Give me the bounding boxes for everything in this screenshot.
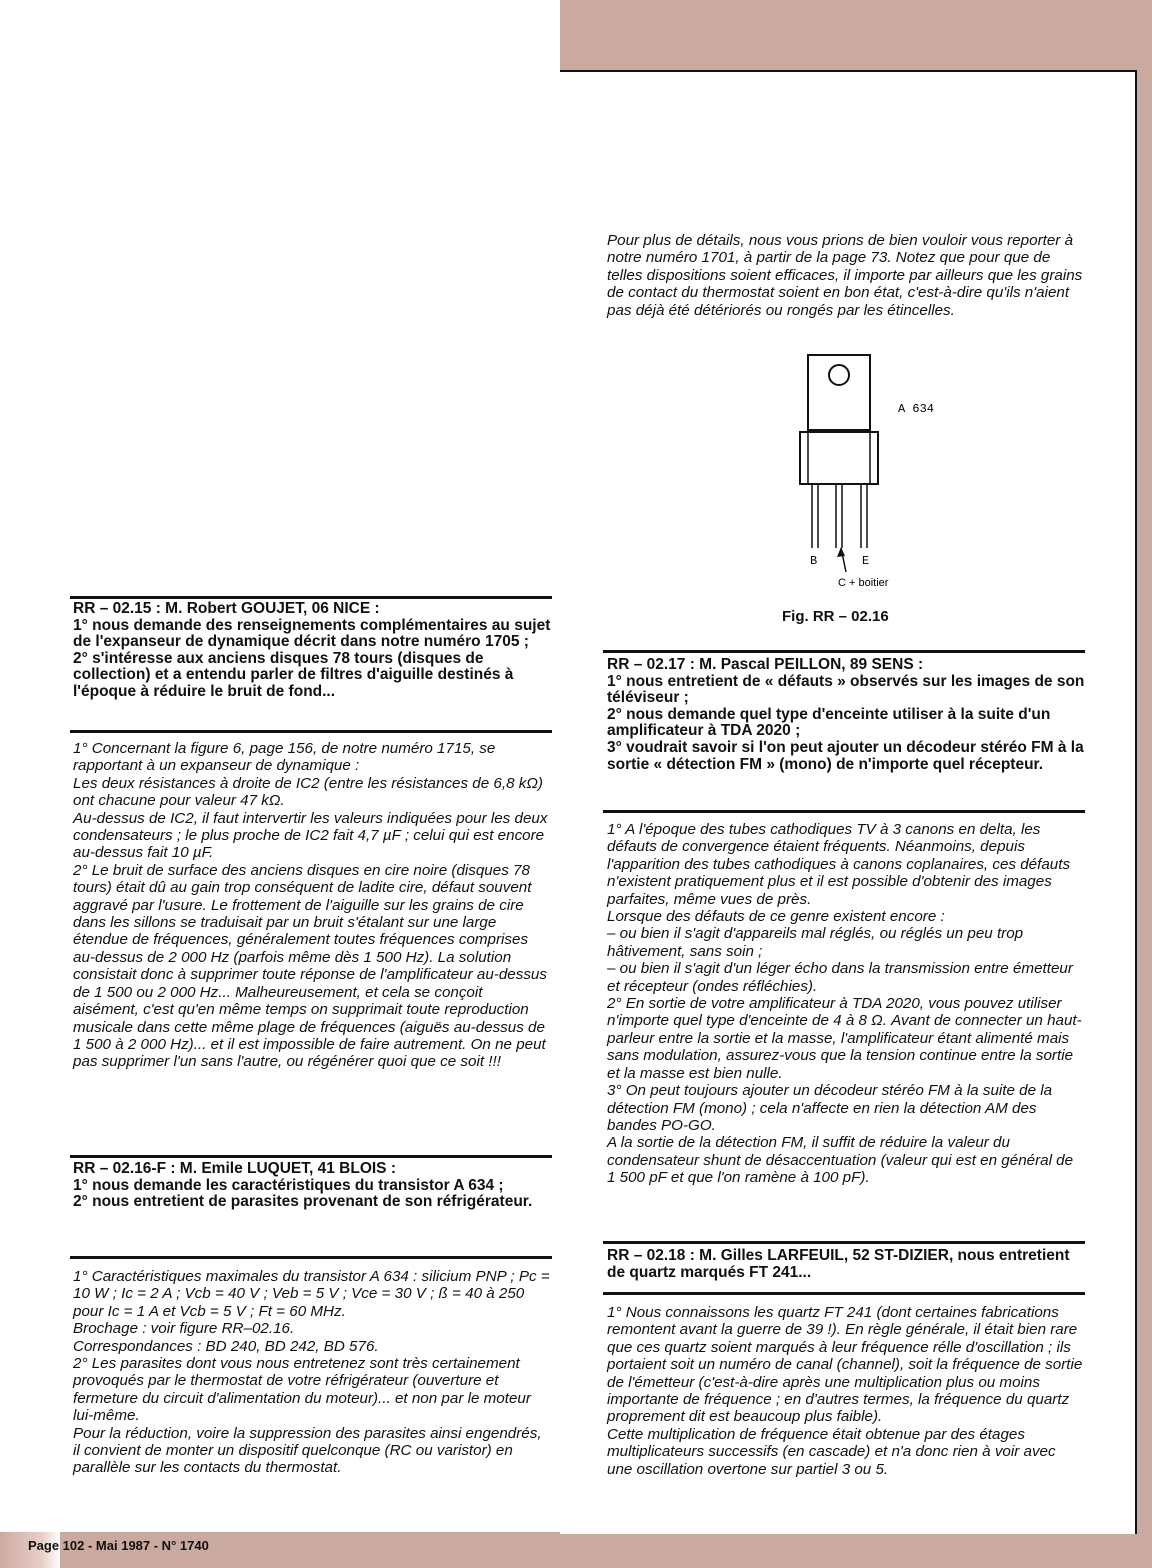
rr0217-a6: 3° On peut toujours ajouter un décodeur stéréo FM à la suite de la détection FM (mono) ; cela n'affecte en rien la détection AM des bandes PO-GO. <box>607 1082 1053 1134</box>
rr0215-a4: 2° Le bruit de surface des anciens disques en cire noire (disques 78 tours) était dû au gain trop conséquent de ladite cire, défaut souvent aggravé par l'usure. Le frottement de l'aiguille sur les grains de cire dans les sillons se traduisait par un bruit s'étalant sur une large étendue de fréquences, généralement toutes fréquences comprises au-dessus de 2 000 Hz (parfois même dès 1 500 Hz). La solution consistait donc à supprimer toute réponse de l'amplificateur au-dessus de 1 500 ou 2 000 Hz... Malheureusement, et cela se conçoit aisément, c'est qu'en même temps on supprimait toute reproduction musicale dans cette même plage de fréquences (aiguës au-dessus de 1 500 à 2 000 Hz)... et il est impossible de faire autrement. On ne peut pas supprimer l'un sans l'autre, ou régénérer quoi que ce soit !!! <box>73 861 547 1071</box>
pin-c-label: C + boitier <box>838 577 889 589</box>
pin-e-label: E <box>862 554 870 568</box>
rr0217-header: RR – 02.17 : M. Pascal PEILLON, 89 SENS : <box>607 656 924 673</box>
rr0217-q1: 1° nous entretient de « défauts » observés sur les images de son téléviseur ; <box>607 672 1085 707</box>
rr0218-question <box>607 1248 1085 1281</box>
rr0216-header: RR – 02.16-F : M. Emile LUQUET, 41 BLOIS : <box>73 1160 396 1177</box>
rr0215-q1: 1° nous demande des renseignements complémentaires au sujet de l'expanseur de dynamique décrit dans notre numéro 1705 ; <box>73 616 551 651</box>
rr0218-a1: 1° Nous connaissons les quartz FT 241 (dont certaines fabrications remontent avant la guerre de 39 !). En règle générale, il était bien rare que ces quartz soient marqués à leur fréquence rélle d'oscillation ; ils portaient soit un numéro de canal (channel), soit la fréquence de sortie de l'émetteur (c'est-à-dire après une multiplication plus ou moins importante de fréquence ; en d'autres termes, la fréquence du quartz proprement dit est beaucoup plus faible). <box>607 1304 1083 1426</box>
divider <box>70 730 552 733</box>
rr0215-a1: 1° Concernant la figure 6, page 156, de notre numéro 1715, se rapportant à un expanseur de dynamique : <box>73 740 496 775</box>
transistor-body <box>800 432 878 484</box>
rr0218-a2: Cette multiplication de fréquence était obtenue par des étages multiplicateurs successifs (en cascade) et n'a donc rien à voir avec une oscillation overtone sur partiel 3 ou 5. <box>607 1425 1056 1478</box>
rr0216-a4: 2° Les parasites dont vous nous entretenez sont très certainement provoqués par le thermostat de votre réfrigérateur (ouverture et fermeture du circuit d'alimentation du moteur)... et non par le moteur lui-même. <box>73 1355 531 1425</box>
divider <box>603 650 1085 653</box>
paper-area-top <box>0 0 560 585</box>
rr0217-a3: – ou bien il s'agit d'appareils mal réglés, ou réglés un peu trop hâtivement, sans soin ; <box>607 925 1024 960</box>
rr0216-question <box>73 1161 551 1211</box>
rr0217-a2: Lorsque des défauts de ce genre existent encore : <box>607 908 945 926</box>
rr0216-a3: Correspondances : BD 240, BD 242, BD 576. <box>73 1337 379 1355</box>
rr0218-answer <box>607 1304 1085 1478</box>
rr0215-header: RR – 02.15 : M. Robert GOUJET, 06 NICE : <box>73 600 380 617</box>
rr0217-a4: – ou bien il s'agit d'un léger écho dans la transmission entre émetteur et récepteur (ondes réfléchies). <box>607 960 1073 995</box>
rr0215-answer <box>73 740 551 1071</box>
rr0215-a3: Au-dessus de IC2, il faut intervertir les valeurs indiquées pour les deux condensateurs ; le plus proche de IC2 fait 4,7 µF ; celui qui est encore au-dessus fait 10 µF. <box>73 809 548 862</box>
divider <box>603 810 1085 813</box>
rr0216-a2: Brochage : voir figure RR–02.16. <box>73 1320 295 1338</box>
rr0215-a2: Les deux résistances à droite de IC2 (entre les résistances de 6,8 kΩ) ont chacune pour valeur 47 kΩ. <box>73 774 543 810</box>
rr0215-q2: 2° s'intéresse aux anciens disques 78 tours (disques de collection) et a entendu parler de filtres d'aiguille destinés à l'époque à réduire le bruit de fond... <box>73 649 514 700</box>
divider <box>70 596 552 599</box>
page-footer: Page 102 - Mai 1987 - N° 1740 <box>28 1538 209 1553</box>
top-right-paragraph <box>607 232 1085 319</box>
rr0216-q1: 1° nous demande les caractéristiques du transistor A 634 ; <box>73 1176 504 1194</box>
rr0217-a7: A la sortie de la détection FM, il suffit de réduire la valeur du condensateur shunt de désaccentuation (valeur qui est en général de 1 500 pF et que l'on ramène à 100 pF). <box>607 1134 1074 1187</box>
rr0216-q2: 2° nous entretient de parasites provenant de son réfrigérateur. <box>73 1193 533 1211</box>
rr0217-answer <box>607 821 1085 1187</box>
rr0215-question <box>73 601 551 701</box>
rr0217-question <box>607 657 1085 773</box>
divider <box>603 1241 1085 1244</box>
part-label: A 634 <box>898 402 935 416</box>
divider <box>70 1256 552 1259</box>
rr0216-a1: 1° Caractéristiques maximales du transistor A 634 : silicium PNP ; Pc = 10 W ; Ic = 2 A ; Vcb = 40 V ; Veb = 5 V ; Vce = 30 V ; ß = 40 à 250 pour Ic = 1 A et Vcb = 5 V ; Ft = 60 MHz. <box>73 1268 550 1320</box>
divider <box>603 1292 1085 1295</box>
rr0216-answer <box>73 1268 551 1477</box>
top-right-text: Pour plus de détails, nous vous prions de bien vouloir vous reporter à notre numéro 1701, à partir de la page 73. Notez que pour que de telles dispositions soient efficaces, il importe par ailleurs que les grains de contact du thermostat soient en bon état, c'est-à-dire qu'ils n'aient pas déjà été détériorés ou rongés par les étincelles. <box>607 232 1083 319</box>
transistor-tab <box>808 355 870 430</box>
rr0217-a1: 1° A l'époque des tubes cathodiques TV à 3 canons en delta, les défauts de convergence étaient fréquents. Néanmoins, depuis l'apparition des tubes cathodiques à canons coplanaires, ces défauts n'existent pratiquement plus et il est possible d'obtenir des images parfaites, même vues de près. <box>607 821 1071 908</box>
pin-b-label: B <box>810 554 818 568</box>
figure-caption: Fig. RR – 02.16 <box>782 608 889 625</box>
rr0217-q2: 2° nous demande quel type d'enceinte utiliser à la suite d'un amplificateur à TDA 2020 ; <box>607 705 1051 740</box>
rr0217-q3: 3° voudrait savoir si l'on peut ajouter un décodeur stéréo FM à la sortie « détection FM » (mono) de n'importe quel récepteur. <box>607 738 1084 773</box>
divider <box>70 1155 552 1158</box>
transistor-figure <box>790 350 940 600</box>
rr0216-a5: Pour la réduction, voire la suppression des parasites ainsi engendrés, il convient de monter un dispositif quelconque (RC ou varistor) en parallèle sur les contacts du thermostat. <box>73 1424 542 1477</box>
rr0217-a5: 2° En sortie de votre amplificateur à TDA 2020, vous pouvez utiliser n'importe quel type d'enceinte de 4 à 8 Ω. Avant de connecter un haut-parleur entre la sortie et la masse, l'amplificateur étant alimenté mais sans modulation, assurez-vous que la tension continue entre la sortie et la masse est bien nulle. <box>607 995 1082 1082</box>
mounting-hole-icon <box>829 365 849 385</box>
rr0218-header: RR – 02.18 : M. Gilles LARFEUIL, 52 ST-DIZIER, nous entretient de quartz marqués FT 241... <box>607 1247 1070 1281</box>
